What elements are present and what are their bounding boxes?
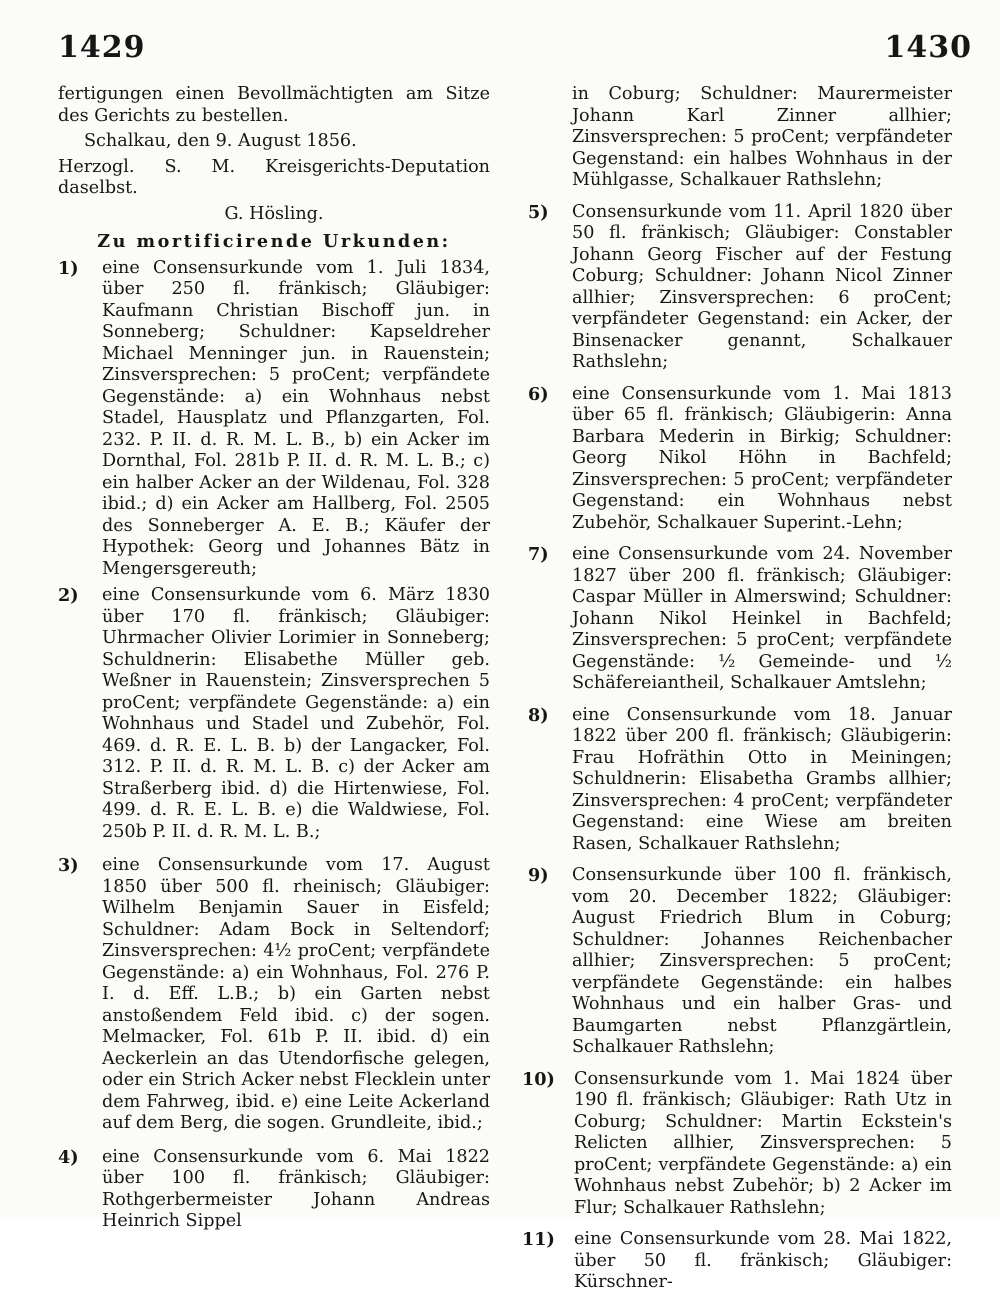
item-number: 9) bbox=[528, 865, 549, 886]
item-number: 2) bbox=[58, 585, 79, 606]
intro-paragraph: fertigungen einen Bevollmächtigten am Sitze des Gerichts zu bestellen. bbox=[58, 84, 490, 126]
item-text: eine Consensurkunde vom 18. Januar 1822 über 200 fl. fränkisch; Gläubigerin: Frau Hofräthin Otto in Meiningen; Schuldnerin: Elisabetha Grambs allhier; Zinsversprechen: 4 proCent; verpfändeter Gegenstand: eine Wiese am breiten Rasen, Schalkauer Rathslehn; bbox=[572, 704, 952, 854]
list-item bbox=[528, 202, 952, 374]
item-number: 7) bbox=[528, 544, 549, 565]
item-number: 1) bbox=[58, 257, 79, 279]
page-number-right: 1430 bbox=[884, 30, 972, 65]
list-item bbox=[58, 1147, 490, 1233]
list-item bbox=[58, 855, 490, 1135]
item-number: 6) bbox=[528, 383, 549, 405]
list-item bbox=[528, 705, 952, 856]
item-number: 8) bbox=[528, 704, 549, 726]
list-item bbox=[58, 258, 490, 581]
signature: G. Hösling. bbox=[224, 203, 324, 224]
item-number: 11) bbox=[522, 1229, 555, 1250]
item-text: Consensurkunde vom 1. Mai 1824 über 190 fl. fränkisch; Gläubiger: Rath Utz in Coburg; Schuldner: Martin Eckstein's Relicten allhier, Zinsversprechen: 5 proCent; verpfändete Gegenstände: a) ein Wohnhaus nebst Zubehör; b) 2 Acker im Flur; Schalkauer Rathslehn; bbox=[574, 1068, 952, 1218]
item-number: 3) bbox=[58, 855, 79, 876]
item-text: eine Consensurkunde vom 6. Mai 1822 über 100 fl. fränkisch; Gläubiger: Rothgerbermeister Johann Andreas Heinrich Sippel bbox=[102, 1146, 490, 1231]
item-text: Consensurkunde über 100 fl. fränkisch, vom 20. December 1822; Gläubiger: August Friedrich Blum in Coburg; Schuldner: Johannes Reichenbacher allhier; Zinsversprechen: 5 proCent; verpfändete Gegenstände: ein halbes Wohnhaus und ein halber Gras- und Baumgarten nebst Pflanzgärtlein, Schalkauer Rathslehn; bbox=[572, 865, 952, 1057]
item-number: 4) bbox=[58, 1146, 79, 1168]
item-text: eine Consensurkunde vom 6. März 1830 über 170 fl. fränkisch; Gläubiger: Uhrmacher Olivier Lorimier in Sonneberg; Schuldnerin: Elisabethe Müller geb. Weßner in Rauenstein; Zinsversprechen 5 proCent; verpfändete Gegenstände: a) ein Wohnhaus und Stadel und Zubehör, Fol. 469. d. R. E. L. B. b) der Langacker, Fol. 312. P. II. d. R. M. L. B. c) der Acker am Straßerberg ibid. d) die Hirtenwiese, Fol. 499. d. R. E. L. B. e) die Waldwiese, Fol. 250b P. II. d. R. M. L. B.; bbox=[102, 585, 490, 842]
right-column bbox=[522, 84, 952, 1294]
page-number-left: 1429 bbox=[58, 30, 146, 65]
section-heading: Zu mortificirende Urkunden: bbox=[97, 231, 451, 252]
list-item bbox=[522, 1068, 952, 1220]
list-item bbox=[528, 384, 952, 535]
item-text: eine Consensurkunde vom 1. Mai 1813 über 65 fl. fränkisch; Gläubigerin: Anna Barbara Mederin in Birkig; Schuldner: Georg Nikol Höhn in Bachfeld; Zinsversprechen: 5 proCent; verpfändeter Gegenstand: ein Wohnhaus nebst Zubehör, Schalkauer Superint.-Lehn; bbox=[572, 383, 952, 533]
continuation-text: in Coburg; Schuldner: Maurermeister Johann Karl Zinner allhier; Zinsversprechen: 5 proCent; verpfändeter Gegenstand: ein halbes Wohnhaus in der Mühlgasse, Schalkauer Rathslehn; bbox=[572, 84, 952, 190]
item-number: 5) bbox=[528, 201, 549, 223]
authority-line: Herzogl. S. M. Kreisgerichts-Deputation daselbst. bbox=[58, 156, 490, 198]
list-item bbox=[522, 1229, 952, 1294]
item-text: eine Consensurkunde vom 1. Juli 1834, über 250 fl. fränkisch; Gläubiger: Kaufmann Christian Bischoff jun. in Sonneberg; Schuldner: Kapseldreher Michael Menninger jun. in Rauenstein; Zinsversprechen: 5 proCent; verpfändete Gegenstände: a) ein Wohnhaus nebst Stadel, Hausplatz und Pflanzgarten, Fol. 232. P. II. d. R. M. L. B., b) ein Acker im Dornthal, Fol. 281b P. II. d. R. M. L. B.; c) ein halber Acker an der Wildenau, Fol. 328 ibid.; d) ein Acker am Hallberg, Fol. 2505 des Sonneberger A. E. B.; Käufer der Hypothek: Georg und Johannes Bätz in Mengersgereuth; bbox=[102, 257, 490, 579]
list-item bbox=[528, 865, 952, 1059]
item-text: Consensurkunde vom 11. April 1820 über 50 fl. fränkisch; Gläubiger: Constabler Johann Georg Fischer auf der Festung Coburg; Schuldner: Johann Nicol Zinner allhier; Zinsversprechen: 6 proCent; verpfändeter Gegenstand: ein Acker, der Binsenacker genannt, Schalkauer Rathslehn; bbox=[572, 201, 952, 372]
item-text: eine Consensurkunde vom 24. November 1827 über 200 fl. fränkisch; Gläubiger: Caspar Müller in Almerswind; Schuldner: Johann Nikol Heinkel in Bachfeld; Zinsversprechen: 5 proCent; verpfändete Gegenstände: ½ Gemeinde- und ½ Schäfereiantheil, Schalkauer Amtslehn; bbox=[572, 544, 952, 693]
place-date: Schalkau, den 9. August 1856. bbox=[84, 131, 357, 151]
list-item bbox=[58, 585, 490, 843]
item-text: eine Consensurkunde vom 17. August 1850 über 500 fl. rheinisch; Gläubiger: Wilhelm Benjamin Sauer in Eisfeld; Schuldner: Adam Bock in Seltendorf; Zinsversprechen: 4½ proCent; verpfändete Gegenstände: a) ein Wohnhaus, Fol. 276 P. I. d. Eff. L.B.; b) ein Garten nebst anstoßendem Feld ibid. c) der sogen. Melmacker, Fol. 61b P. II. ibid. d) ein Aeckerlein an das Utendorfische gelegen, oder ein Strich Acker nebst Flecklein unter dem Fahrweg, ibid. e) eine Leite Ackerland auf dem Berg, die sogen. Grundleite, ibid.; bbox=[102, 855, 490, 1133]
list-item bbox=[528, 544, 952, 695]
left-column bbox=[58, 84, 490, 1233]
item-text: eine Consensurkunde vom 28. Mai 1822, über 50 fl. fränkisch; Gläubiger: Kürschner- bbox=[574, 1229, 952, 1292]
item-number: 10) bbox=[522, 1068, 555, 1090]
